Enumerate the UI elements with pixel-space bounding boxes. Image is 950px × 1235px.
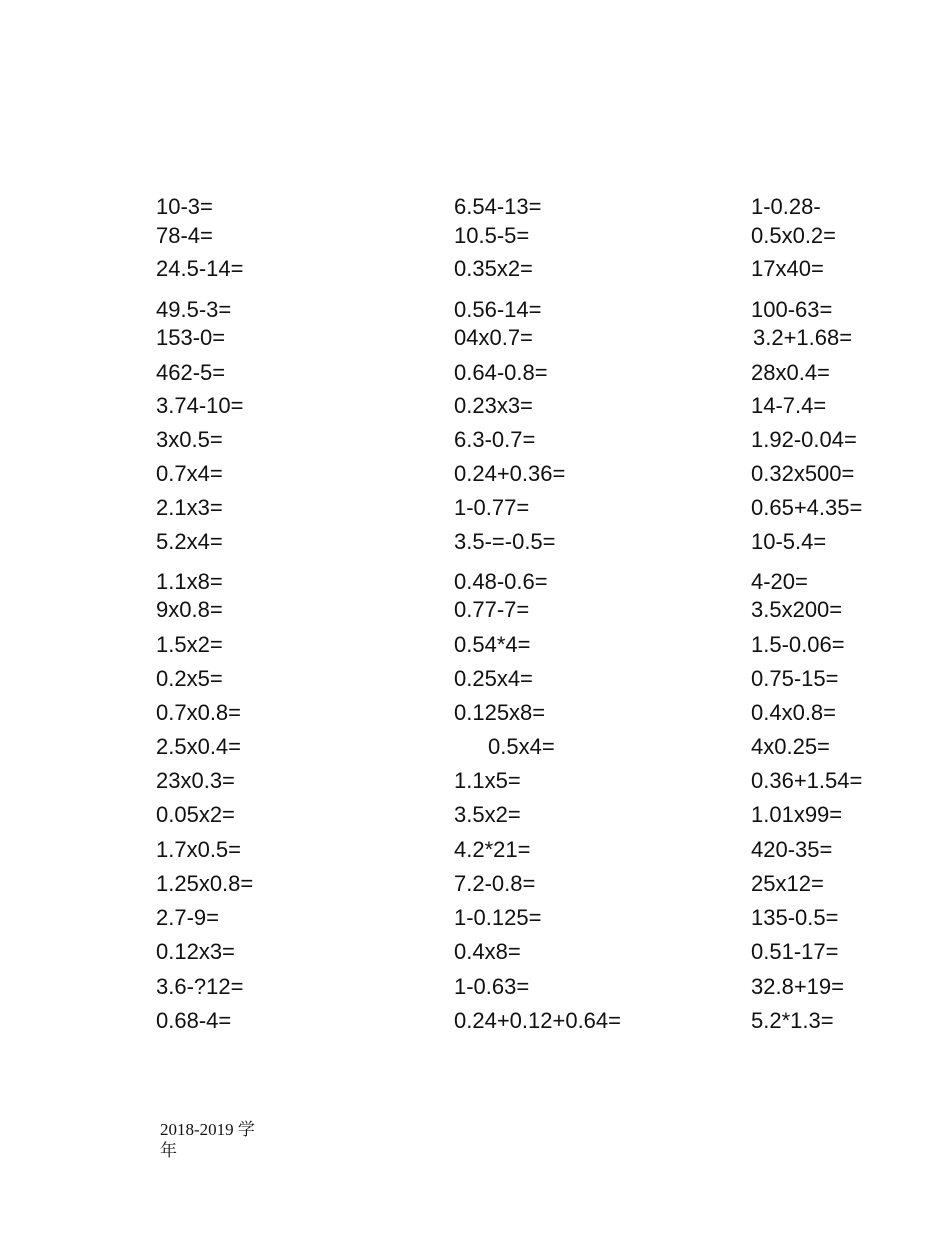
- math-problem: 28x0.4=: [751, 360, 830, 385]
- math-problem: 0.65+4.35=: [751, 495, 863, 520]
- math-problem: 100-63=: [751, 297, 833, 322]
- math-problem: 1.25x0.8=: [156, 871, 254, 896]
- math-problem: 1.01x99=: [751, 802, 843, 827]
- math-problem: 4.2*21=: [454, 837, 531, 862]
- math-problem: 0.4x8=: [454, 939, 521, 964]
- math-problem: 04x0.7=: [454, 325, 533, 350]
- math-problem: 32.8+19=: [751, 974, 844, 999]
- math-problem: 6.54-13=: [454, 194, 542, 219]
- math-problem: 3.5x2=: [454, 802, 521, 827]
- math-problem: 3.74-10=: [156, 393, 244, 418]
- math-problem: 462-5=: [156, 360, 226, 385]
- math-problem: 5.2x4=: [156, 529, 223, 554]
- math-problem: 0.32x500=: [751, 461, 855, 486]
- math-problem: 25x12=: [751, 871, 824, 896]
- math-problem: 1.1x8=: [156, 569, 223, 594]
- math-problem: 4x0.25=: [751, 734, 830, 759]
- math-problem: 0.23x3=: [454, 393, 533, 418]
- math-problem: 6.3-0.7=: [454, 427, 536, 452]
- math-problem: 0.4x0.8=: [751, 700, 837, 725]
- math-problem: 1-0.28-: [751, 194, 821, 219]
- math-problem: 3x0.5=: [156, 427, 223, 452]
- math-problem: 0.35x2=: [454, 256, 533, 281]
- math-problem: 10-3=: [156, 194, 213, 219]
- math-problem: 1-0.77=: [454, 495, 530, 520]
- math-problem: 0.12x3=: [156, 939, 235, 964]
- math-problem: 0.5x4=: [488, 734, 555, 759]
- math-problem: 0.5x0.2=: [751, 223, 837, 248]
- math-problem: 14-7.4=: [751, 393, 827, 418]
- math-problem: 0.68-4=: [156, 1008, 232, 1033]
- math-problem: 1.1x5=: [454, 768, 521, 793]
- math-problem: 2.5x0.4=: [156, 734, 242, 759]
- math-problem: 2.1x3=: [156, 495, 223, 520]
- math-problem: 0.56-14=: [454, 297, 542, 322]
- math-problem: 0.7x4=: [156, 461, 223, 486]
- math-problem: 0.54*4=: [454, 632, 531, 657]
- math-problem: 0.24+0.36=: [454, 461, 566, 486]
- math-problem: 0.64-0.8=: [454, 360, 548, 385]
- math-problem: 1-0.125=: [454, 905, 542, 930]
- math-problem: 1.5-0.06=: [751, 632, 845, 657]
- math-problem: 23x0.3=: [156, 768, 235, 793]
- math-problem: 0.36+1.54=: [751, 768, 863, 793]
- math-problem: 153-0=: [156, 325, 226, 350]
- math-problem: 10-5.4=: [751, 529, 827, 554]
- math-problem: 0.77-7=: [454, 597, 530, 622]
- math-problem: 0.51-17=: [751, 939, 839, 964]
- math-problem: 0.7x0.8=: [156, 700, 242, 725]
- math-problem: 9x0.8=: [156, 597, 223, 622]
- math-problem: 0.24+0.12+0.64=: [454, 1008, 621, 1033]
- math-problem: 2.7-9=: [156, 905, 219, 930]
- math-problem: 1.5x2=: [156, 632, 223, 657]
- math-problem: 49.5-3=: [156, 297, 232, 322]
- math-problem: 24.5-14=: [156, 256, 244, 281]
- math-problem: 78-4=: [156, 223, 213, 248]
- math-problem: 0.25x4=: [454, 666, 533, 691]
- math-problem: 7.2-0.8=: [454, 871, 536, 896]
- math-problem: 3.2+1.68=: [753, 325, 853, 350]
- math-problem: 3.5x200=: [751, 597, 843, 622]
- math-problem: 1.7x0.5=: [156, 837, 242, 862]
- math-problem: 0.125x8=: [454, 700, 546, 725]
- math-problem: 1-0.63=: [454, 974, 530, 999]
- math-problem: 10.5-5=: [454, 223, 530, 248]
- math-problem: 17x40=: [751, 256, 824, 281]
- math-problem: 420-35=: [751, 837, 833, 862]
- math-problem: 5.2*1.3=: [751, 1008, 834, 1033]
- math-problem: 0.48-0.6=: [454, 569, 548, 594]
- math-problem: 3.6-?12=: [156, 974, 244, 999]
- math-problem: 0.05x2=: [156, 802, 235, 827]
- math-problem: 135-0.5=: [751, 905, 839, 930]
- school-year-footer: 2018-2019 学年: [160, 1120, 255, 1160]
- math-problem: 3.5-=-0.5=: [454, 529, 556, 554]
- math-problem: 4-20=: [751, 569, 808, 594]
- math-problem: 0.2x5=: [156, 666, 223, 691]
- math-problem: 1.92-0.04=: [751, 427, 857, 452]
- math-problem: 0.75-15=: [751, 666, 839, 691]
